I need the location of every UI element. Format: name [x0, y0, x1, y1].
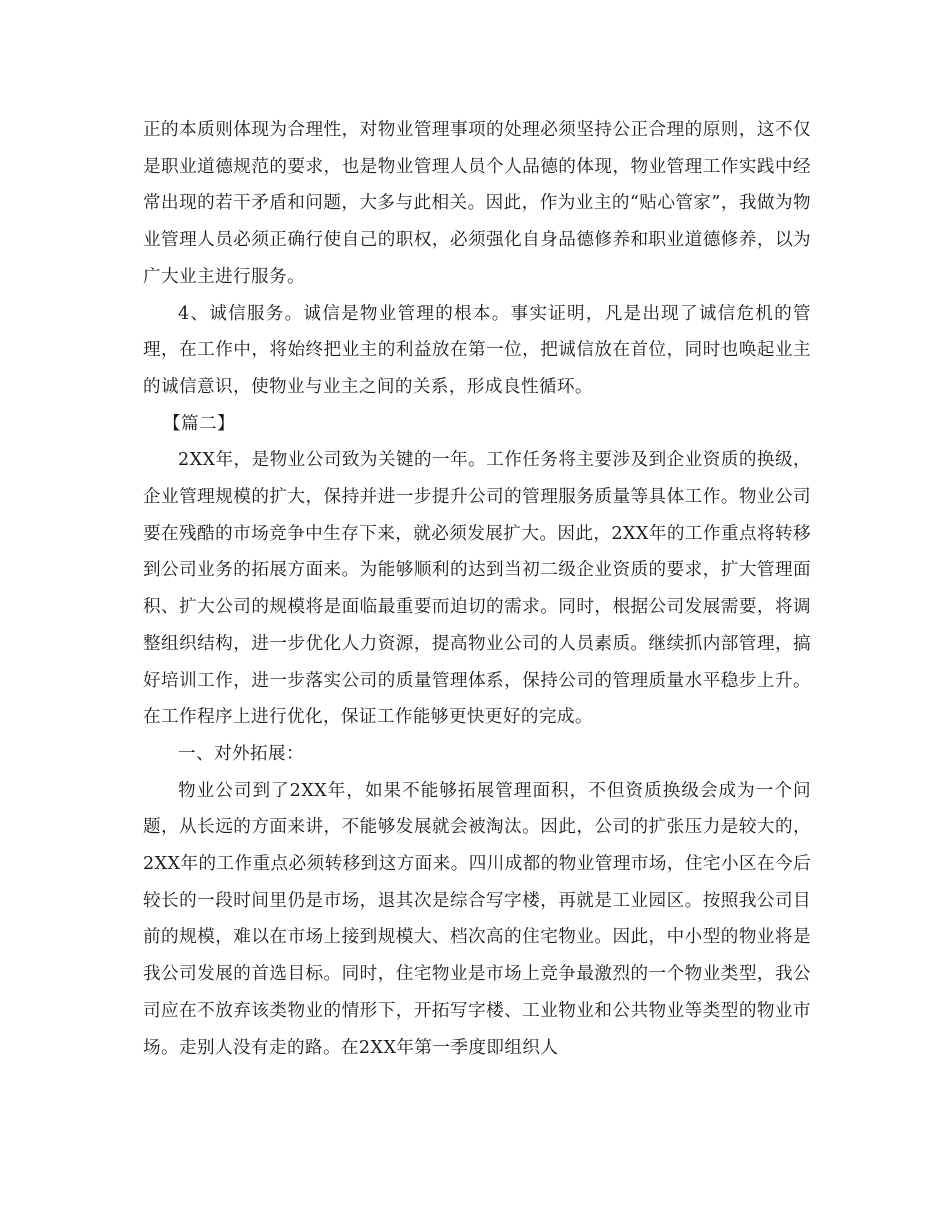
section-heading-part-two: 【篇二】: [163, 413, 235, 434]
subheading-external-expansion: 一、对外拓展：: [178, 743, 304, 764]
paragraph-continuation: 正的本质则体现为合理性，对物业管理事项的处理必须坚持公正合理的原则，这不仅是职业道德规范的要求，也是物业管理人员个人品德的体现，物业管理工作实践中经常出现的若干矛盾和问题，大多与此相关。因此，作为业主的“贴心管家”，我做为物业管理人员必须正确行使自己的职权，必须强化自身品德修养和职业道德修养，以为广大业主进行服务。: [143, 120, 811, 287]
paragraph-year-overview: 2XX年，是物业公司致为关键的一年。工作任务将主要涉及到企业资质的换级，企业管理规模的扩大，保持并进一步提升公司的管理服务质量等具体工作。物业公司要在残酷的市场竞争中生存下来，就必须发展扩大。因此，2XX年的工作重点将转移到公司业务的拓展方面来。为能够顺利的达到当初二级企业资质的要求，扩大管理面积、扩大公司的规模将是面临最重要而迫切的需求。同时，根据公司发展需要，将调整组织结构，进一步优化人力资源，提高物业公司的人员素质。继续抓内部管理，搞好培训工作，进一步落实公司的质量管理体系，保持公司的管理质量水平稳步上升。在工作程序上进行优化，保证工作能够更快更好的完成。: [143, 450, 811, 728]
document-page: [143, 112, 811, 1066]
paragraph-integrity-service: 4、诚信服务。诚信是物业管理的根本。事实证明，凡是出现了诚信危机的管理，在工作中，将始终把业主的利益放在第一位，把诚信放在首位，同时也唤起业主的诚信意识，使物业与业主之间的关系，形成良性循环。: [143, 303, 811, 397]
paragraph-expansion-detail: 物业公司到了2XX年，如果不能够拓展管理面积，不但资质换级会成为一个问题，从长远的方面来讲，不能够发展就会被淘汰。因此，公司的扩张压力是较大的，2XX年的工作重点必须转移到这方面来。四川成都的物业管理市场，住宅小区在今后较长的一段时间里仍是市场，退其次是综合写字楼，再就是工业园区。按照我公司目前的规模，难以在市场上接到规模大、档次高的住宅物业。因此，中小型的物业将是我公司发展的首选目标。同时，住宅物业是市场上竞争最激烈的一个物业类型，我公司应在不放弃该类物业的情形下，开拓写字楼、工业物业和公共物业等类型的物业市场。走别人没有走的路。在2XX年第一季度即组织人: [143, 780, 811, 1058]
